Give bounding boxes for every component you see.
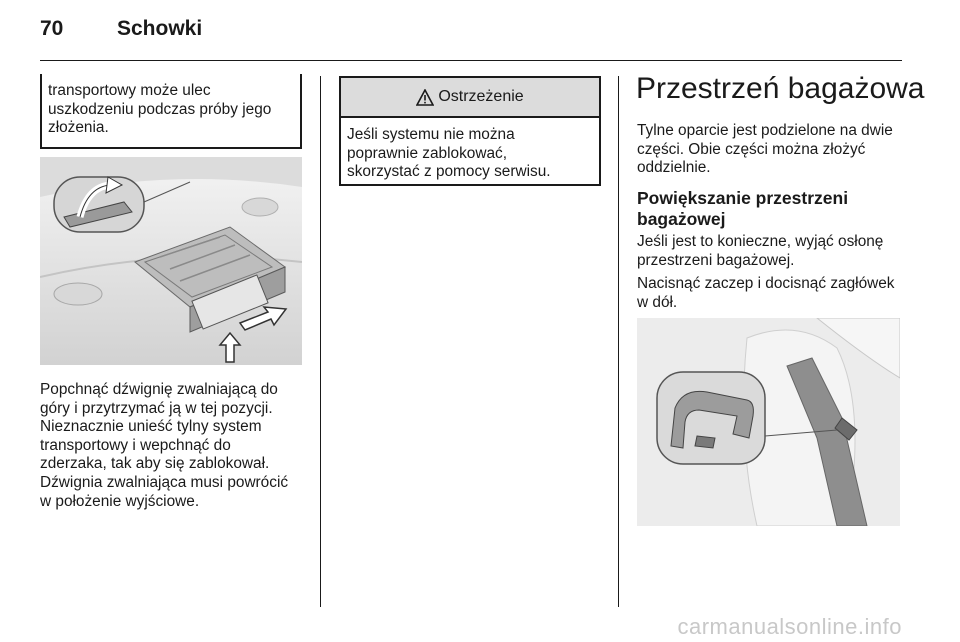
right-intro-paragraph bbox=[637, 122, 907, 178]
rear-carrier-drawing bbox=[40, 157, 302, 365]
note-line: złożenia. bbox=[48, 119, 109, 136]
heading-line: bagażowej bbox=[637, 209, 726, 229]
section-title: Przestrzeń bagażowa bbox=[636, 72, 925, 105]
warning-header bbox=[341, 78, 599, 118]
text-line: Tylne oparcie jest podzielone na dwie bbox=[637, 122, 893, 139]
text-line: transportowy i wepchnąć do bbox=[40, 436, 231, 454]
text-line: Jeśli systemu nie można bbox=[347, 126, 515, 143]
note-line: uszkodzeniu podczas próby jego bbox=[48, 100, 272, 118]
headrest-illustration bbox=[637, 318, 900, 526]
text-line: w położenie wyjściowe. bbox=[40, 492, 200, 510]
page-number: 70 bbox=[40, 17, 64, 40]
text-line: Nieznacznie unieść tylny system bbox=[40, 418, 262, 435]
note-line: transportowy może ulec bbox=[48, 82, 211, 99]
text-line: Nacisnąć zaczep i docisnąć zagłówek bbox=[637, 275, 895, 292]
rear-carrier-illustration bbox=[40, 157, 302, 365]
watermark: carmanualsonline.info bbox=[677, 614, 902, 639]
header-rule bbox=[40, 60, 902, 61]
column-divider-left bbox=[320, 76, 321, 607]
text-line: przestrzeni bagażowej. bbox=[637, 251, 795, 269]
text-line: Popchnąć dźwignię zwalniającą do bbox=[40, 381, 278, 398]
right-paragraph-2 bbox=[637, 275, 907, 312]
warning-text bbox=[341, 118, 599, 182]
warning-title: Ostrzeżenie bbox=[438, 88, 524, 105]
right-paragraph-1 bbox=[637, 233, 907, 270]
chapter-title: Schowki bbox=[117, 17, 203, 40]
text-line: w dół. bbox=[637, 293, 678, 311]
text-line: oddzielnie. bbox=[637, 159, 711, 176]
heading-line: Powiększanie przestrzeni bbox=[637, 188, 849, 208]
text-line: Dźwignia zwalniająca musi powrócić bbox=[40, 474, 289, 491]
left-paragraph-1 bbox=[40, 381, 310, 474]
text-line: poprawnie zablokować, bbox=[347, 144, 507, 162]
text-line: Jeśli jest to konieczne, wyjąć osłonę bbox=[637, 233, 884, 250]
left-paragraph-2 bbox=[40, 474, 310, 511]
text-line: góry i przytrzymać ją w tej pozycji. bbox=[40, 399, 273, 417]
text-line: skorzystać z pomocy serwisu. bbox=[347, 163, 551, 180]
warning-box bbox=[339, 76, 601, 186]
headrest-drawing bbox=[637, 318, 900, 526]
note-box-text bbox=[48, 82, 294, 138]
warning-triangle-icon bbox=[416, 89, 434, 106]
text-line: zderzaka, tak aby się zablokował. bbox=[40, 455, 270, 472]
column-divider-right bbox=[618, 76, 619, 607]
subsection-title bbox=[637, 188, 907, 230]
note-box bbox=[40, 74, 302, 149]
text-line: części. Obie części można złożyć bbox=[637, 140, 866, 158]
